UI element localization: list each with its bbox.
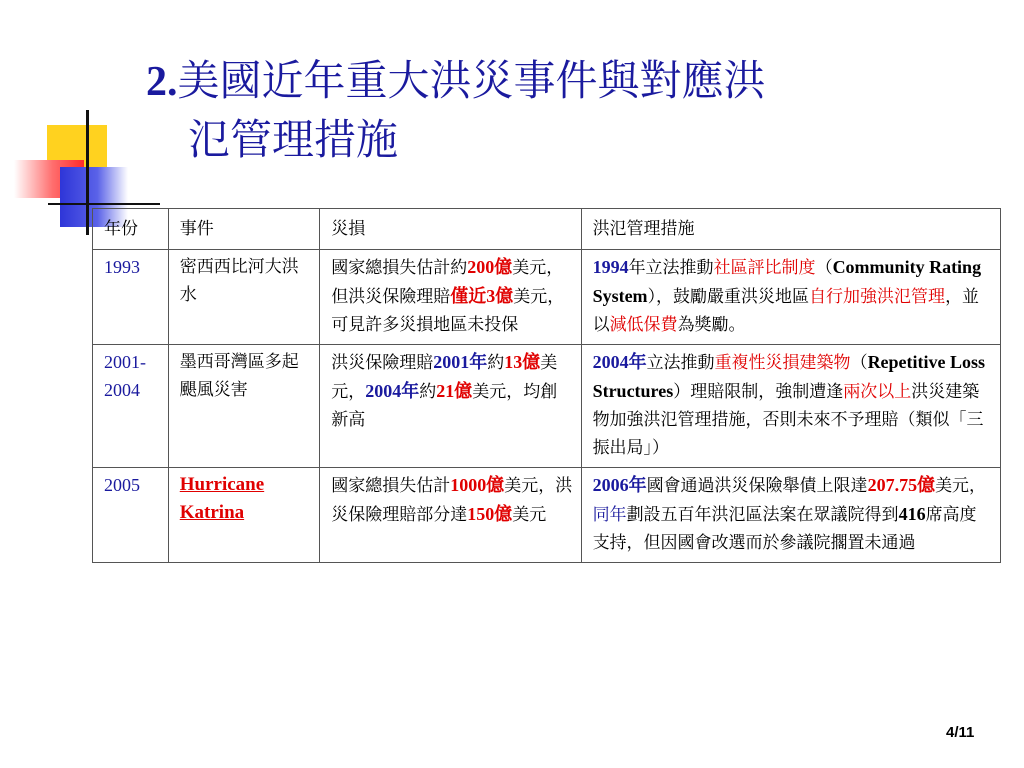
row2-year: 2001-2004 <box>93 345 169 468</box>
row2-loss-amount: 13億 <box>504 352 541 372</box>
row1-loss-text: 美元，可見許多災損地區未投保 <box>331 287 565 335</box>
row1-measure-highlight: 社區評比制度 <box>713 258 816 278</box>
row3-loss-claim: 150億 <box>467 504 513 524</box>
row2-loss-text: 洪災保險理賠 <box>331 353 434 373</box>
row2-measure-text: （ <box>850 353 868 373</box>
table-row <box>93 250 1001 345</box>
row3-measure-seats: 416 <box>898 504 926 524</box>
row1-measure-text: ），鼓勵嚴重洪災地區 <box>647 287 810 307</box>
row3-loss-amount: 1000億 <box>450 475 505 495</box>
row2-measure-highlight: 兩次以上 <box>843 382 912 402</box>
row2-loss-text: 約 <box>419 382 437 402</box>
row3-year: 2005 <box>93 468 169 563</box>
row3-measure-same-year: 同年 <box>592 505 627 525</box>
decoration-horizontal-line <box>48 203 160 205</box>
row1-measure-english: Community Rating System <box>592 257 982 306</box>
slide-title <box>146 52 1006 169</box>
title-line2: 氾管理措施 <box>188 115 399 164</box>
row1-measure-text: 年立法推動 <box>628 258 714 278</box>
row3-measure-amount: 207.75億 <box>867 475 936 495</box>
row3-measure-text: 國會通過洪災保險舉債上限達 <box>646 476 868 496</box>
hurricane-katrina-link[interactable]: Hurricane Katrina <box>179 474 265 523</box>
row2-measure-year: 2004年 <box>592 352 647 372</box>
table-row <box>93 345 1001 468</box>
header-event: 事件 <box>168 209 320 250</box>
row2-event: 墨西哥灣區多起颶風災害 <box>168 345 320 468</box>
row2-measure-english: Repetitive Loss Structures <box>592 352 986 401</box>
row2-measure-text: 洪災建築物加強洪氾管理措施，否則未來不予理賠（類似「三振出局」） <box>592 382 984 458</box>
row1-loss <box>320 250 581 345</box>
row3-measure <box>581 468 1000 563</box>
header-loss: 災損 <box>320 209 581 250</box>
title-number: 2. <box>146 59 178 105</box>
row1-measure-year: 1994 <box>592 257 629 277</box>
row1-measure-text: 為獎勵。 <box>677 315 746 335</box>
row2-loss-text: 美元，均創新高 <box>331 382 558 430</box>
row3-measure-text: 美元， <box>935 476 987 496</box>
row1-loss-text: 美元，但洪災保險理賠 <box>331 258 564 307</box>
row1-measure-text: ，並以 <box>592 287 980 335</box>
flood-events-table <box>92 208 1001 563</box>
title-line1: 美國近年重大洪災事件與對應洪 <box>177 56 766 105</box>
row3-measure-text: 劃設五百年洪氾區法案在眾議院得到 <box>626 505 899 525</box>
row3-loss-text: 美元 <box>512 505 547 525</box>
row2-loss-year: 2004年 <box>365 381 420 401</box>
row2-loss-text: 約 <box>487 353 505 373</box>
row1-measure-highlight: 減低保費 <box>609 315 678 335</box>
row1-measure-highlight: 自行加強洪氾管理 <box>809 287 946 307</box>
row2-measure <box>581 345 1000 468</box>
row1-measure <box>581 250 1000 345</box>
row3-loss <box>320 468 581 563</box>
row3-measure-year: 2006年 <box>592 475 647 495</box>
row3-loss-text: 美元，洪災保險理賠部分達 <box>331 476 573 525</box>
decoration-vertical-line <box>86 110 89 235</box>
row2-measure-highlight: 重複性災損建築物 <box>714 353 851 373</box>
row1-year: 1993 <box>93 250 169 345</box>
row3-event[interactable] <box>168 468 320 563</box>
row1-loss-amount: 200億 <box>467 257 513 277</box>
table-row <box>93 468 1001 563</box>
row3-measure-text: 席高度支持，但因國會改選而於參議院擱置未通過 <box>592 505 977 553</box>
row1-loss-text: 國家總損失估計約 <box>331 258 468 278</box>
header-year: 年份 <box>93 209 169 250</box>
row1-loss-claim: 僅近3億 <box>450 286 514 306</box>
row1-measure-text: （ <box>815 258 833 278</box>
row1-event: 密西西比河大洪水 <box>168 250 320 345</box>
row3-loss-text: 國家總損失估計 <box>331 476 451 496</box>
header-measure: 洪氾管理措施 <box>581 209 1000 250</box>
row2-loss-year: 2001年 <box>433 352 488 372</box>
row2-loss-amount: 21億 <box>436 381 473 401</box>
row2-loss-text: 美元， <box>331 353 558 402</box>
row2-measure-text: ）理賠限制，強制遭逢 <box>673 382 844 402</box>
page-number: 4/11 <box>946 724 975 741</box>
row2-measure-text: 立法推動 <box>646 353 715 373</box>
row2-loss <box>320 345 581 468</box>
table-header-row <box>93 209 1001 250</box>
